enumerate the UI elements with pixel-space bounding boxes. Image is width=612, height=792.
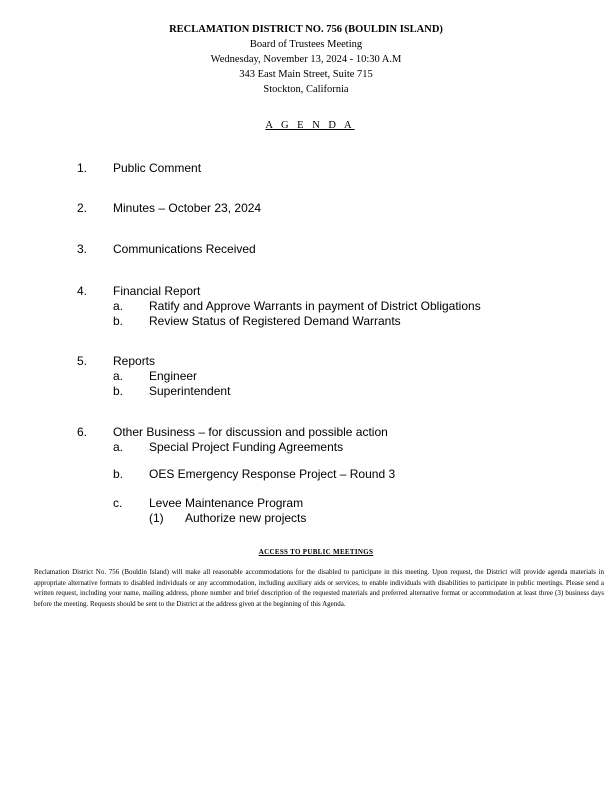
- meeting-address: 343 East Main Street, Suite 715: [239, 69, 373, 80]
- subsubitem-number: (1): [149, 511, 164, 525]
- subitem-text: Ratify and Approve Warrants in payment of District Obligations: [149, 299, 481, 313]
- subitem-text: Review Status of Registered Demand Warrants: [149, 314, 401, 328]
- meeting-datetime: Wednesday, November 13, 2024 - 10:30 A.M: [210, 54, 402, 65]
- subitem-letter: c.: [113, 496, 123, 510]
- item-number: 6.: [77, 425, 88, 439]
- subitem-letter: a.: [113, 369, 124, 383]
- subitem-letter: b.: [113, 467, 124, 481]
- subitem-letter: a.: [113, 440, 124, 454]
- district-name: RECLAMATION DISTRICT NO. 756 (BOULDIN ISLAND): [169, 24, 443, 35]
- subitem-text: OES Emergency Response Project – Round 3: [149, 467, 396, 481]
- subitem-text: Engineer: [149, 369, 198, 383]
- notice-title: ACCESS TO PUBLIC MEETINGS: [258, 548, 374, 556]
- subitem-text: Superintendent: [149, 384, 231, 398]
- item-number: 2.: [77, 201, 88, 215]
- subitem-text: Special Project Funding Agreements: [149, 440, 344, 454]
- item-title: Public Comment: [113, 161, 202, 175]
- agenda-header: [0, 22, 612, 97]
- item-title: Reports: [113, 354, 156, 368]
- meeting-type: Board of Trustees Meeting: [249, 39, 363, 50]
- subitem-letter: a.: [113, 299, 124, 313]
- subitem-letter: b.: [113, 314, 124, 328]
- item-number: 4.: [77, 284, 88, 298]
- item-title: Financial Report: [113, 284, 201, 298]
- item-title: Communications Received: [113, 242, 256, 256]
- notice-body: Reclamation District No. 756 (Bouldin Island) will make all reasonable accommodations for the disabled to participate in this meeting. Upon request, the District will provide agenda materials in appropriate alternative formats to disabled individuals or any accommodation, including auxiliary aids or services, to enable individuals with disabilities to participate in public meetings. Please send a written request, including your name, mailing address, phone number and brief description of the requested materials and preferred alternative format or accommodation at least three (3) business days before the meeting. Requests should be sent to the District at the address given at the beginning of this Agenda.: [34, 568, 604, 608]
- subitem-text: Levee Maintenance Program: [149, 496, 304, 510]
- subsubitem-text: Authorize new projects: [185, 511, 307, 525]
- agenda-heading: A G E N D A: [265, 120, 355, 131]
- item-title: Other Business – for discussion and possible action: [113, 425, 388, 439]
- item-number: 3.: [77, 242, 88, 256]
- meeting-city: Stockton, California: [263, 84, 349, 95]
- item-title: Minutes – October 23, 2024: [113, 201, 262, 215]
- subitem-letter: b.: [113, 384, 124, 398]
- item-number: 1.: [77, 161, 88, 175]
- item-number: 5.: [77, 354, 88, 368]
